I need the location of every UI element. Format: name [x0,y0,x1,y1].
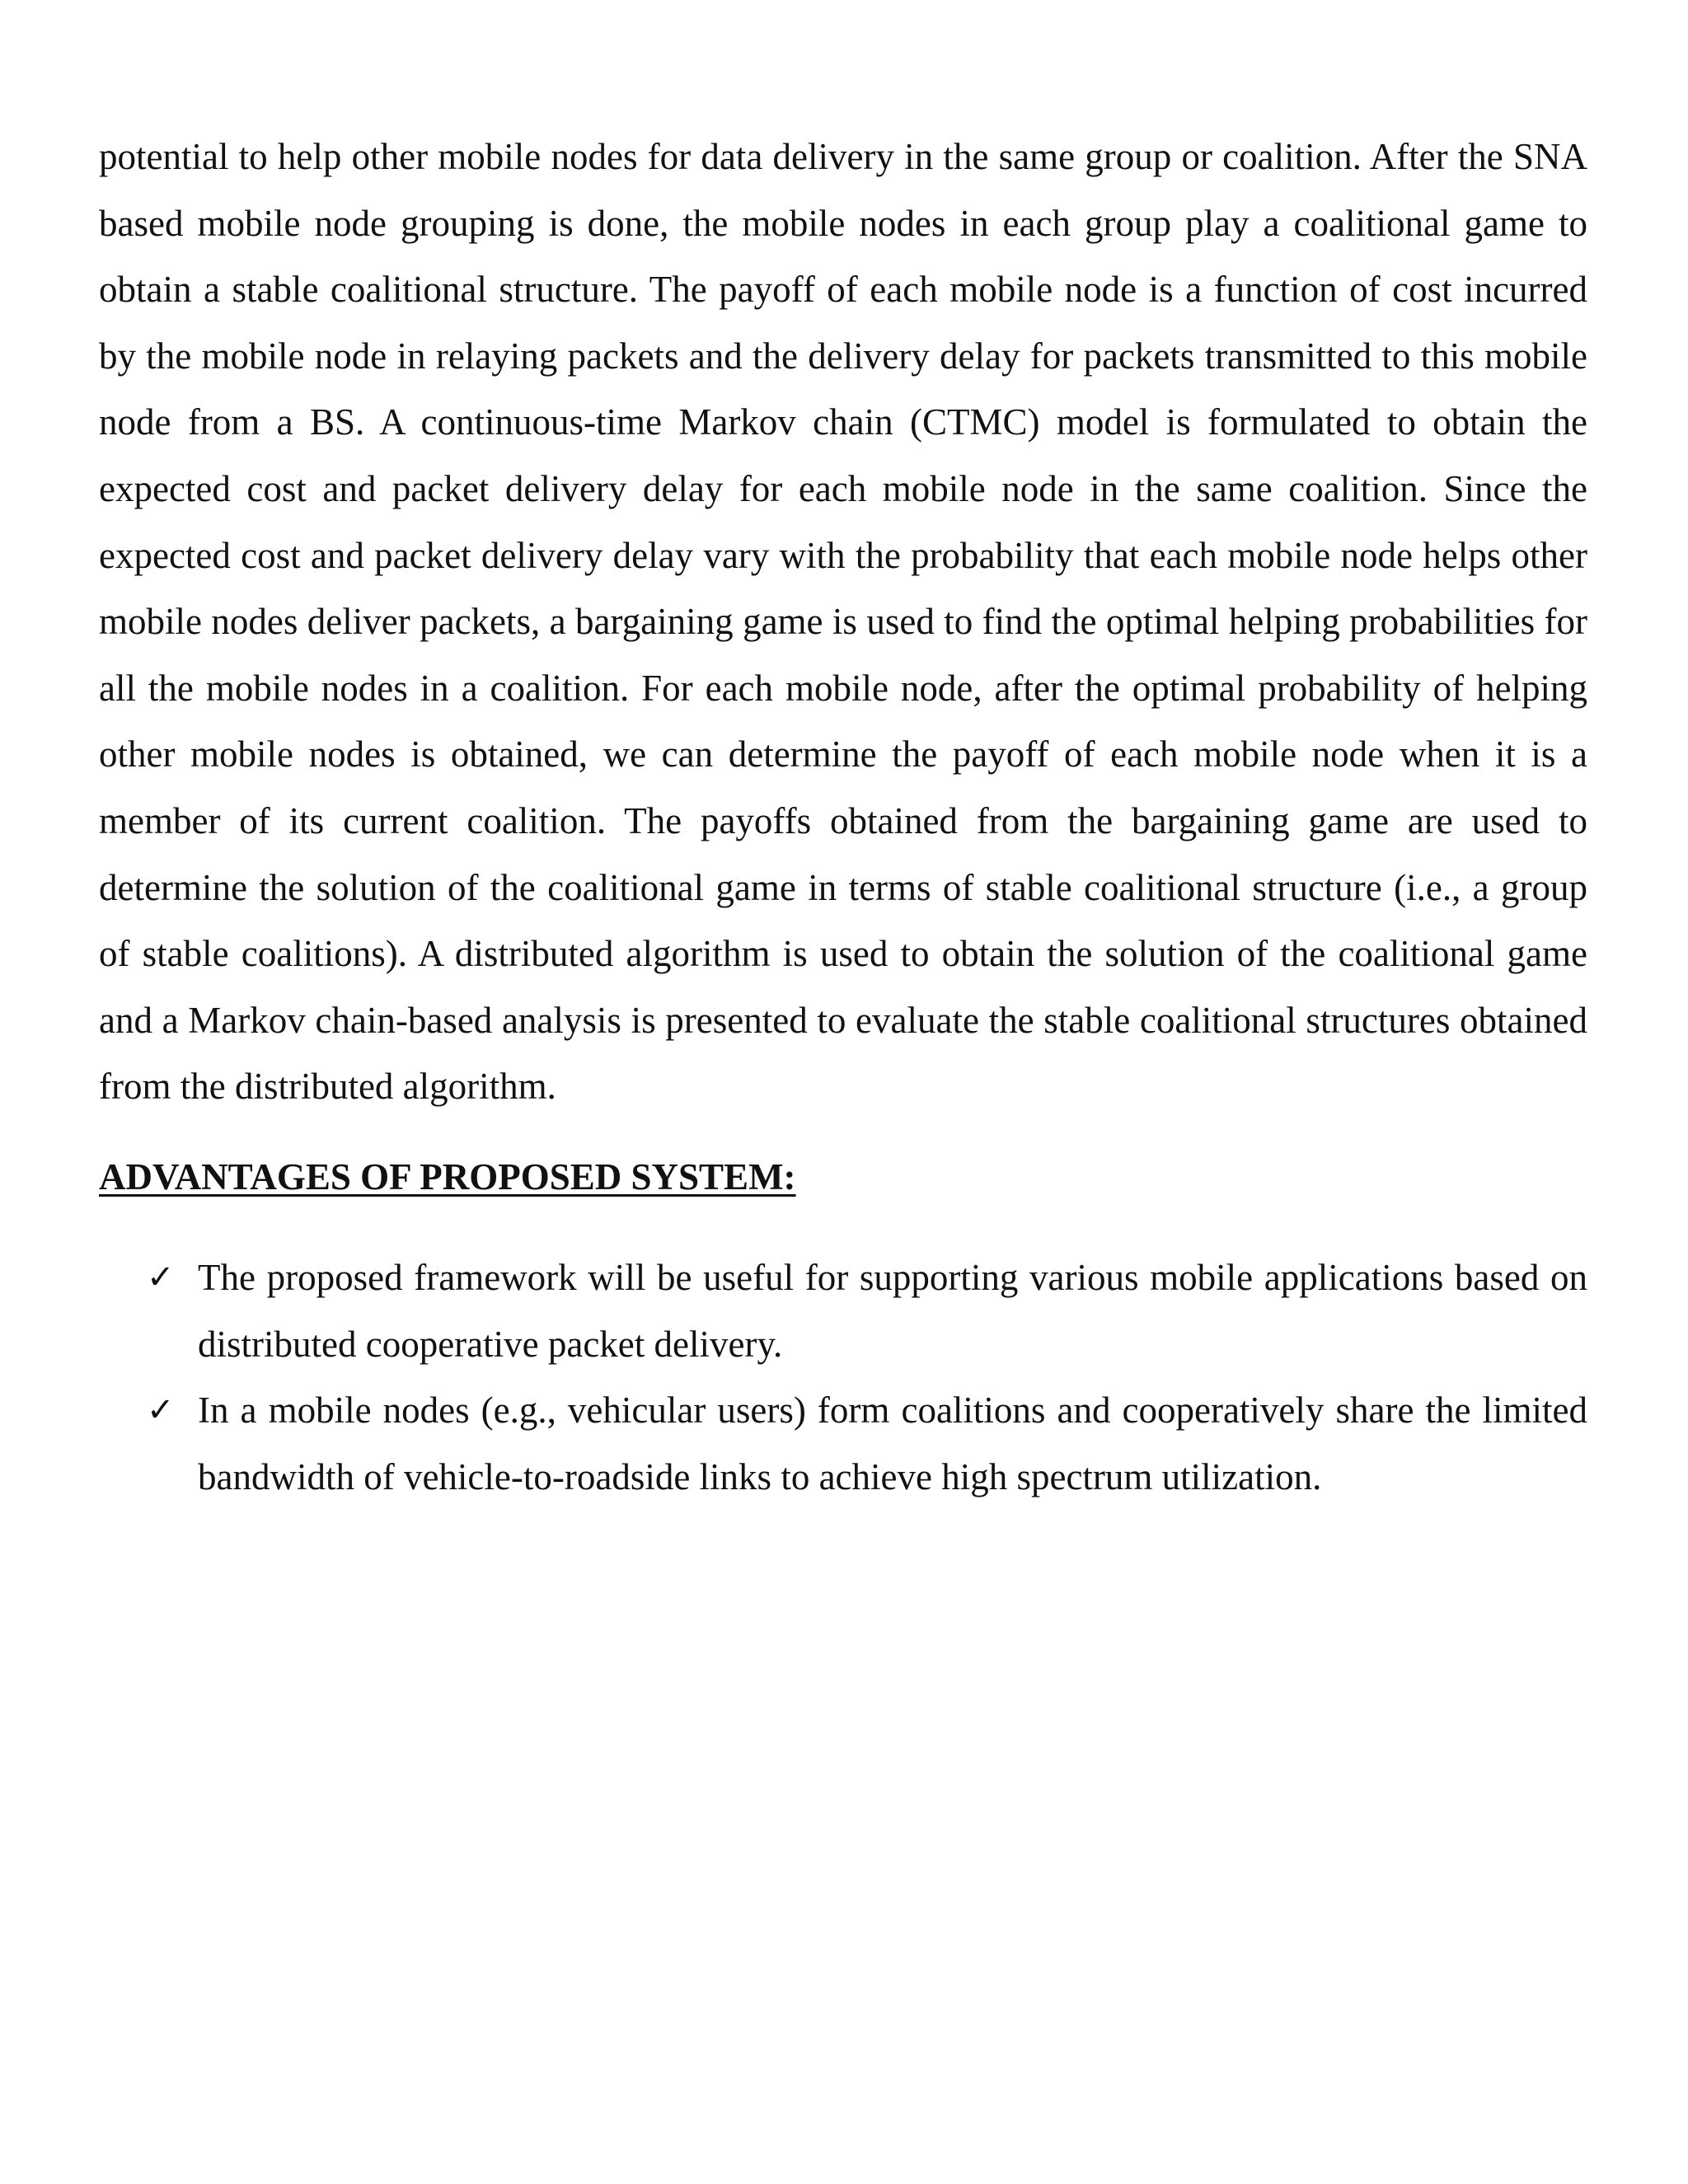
checkmark-icon: ✓ [147,1258,175,1296]
advantages-list [0,1244,1688,1510]
advantage-text: The proposed framework will be useful for supporting various mobile applications based on distributed cooperative packet delivery. [198,1257,1587,1365]
advantages-heading: ADVANTAGES OF PROPOSED SYSTEM: [99,1156,796,1197]
body-paragraph: potential to help other mobile nodes for data delivery in the same group or coalition. After the SNA based mobile node grouping is done, the mobile nodes in each group play a coalitional game to obtain a stable coalitional structure. The payoff of each mobile node is a function of cost incurred by the mobile node in relaying packets and the delivery delay for packets transmitted to this mobile node from a BS. A continuous-time Markov chain (CTMC) model is formulated to obtain the expected cost and packet delivery delay for each mobile node in the same coalition. Since the expected cost and packet delivery delay vary with the probability that each mobile node helps other mobile nodes deliver packets, a bargaining game is used to find the optimal helping probabilities for all the mobile nodes in a coalition. For each mobile node, after the optimal probability of helping other mobile nodes is obtained, we can determine the payoff of each mobile node when it is a member of its current coalition. The payoffs obtained from the bargaining game are used to determine the solution of the coalitional game in terms of stable coalitional structure (i.e., a group of stable coalitions). A distributed algorithm is used to obtain the solution of the coalitional game and a Markov chain-based analysis is presented to evaluate the stable coalitional structures obtained from the distributed algorithm. [99,136,1587,1108]
list-item [0,1377,1688,1510]
checkmark-icon: ✓ [147,1391,175,1430]
advantage-text: In a mobile nodes (e.g., vehicular users) form coalitions and cooperatively share the limited bandwidth of vehicle-to-roadside links to achieve high spectrum utilization. [198,1390,1587,1497]
list-item [0,1244,1688,1377]
